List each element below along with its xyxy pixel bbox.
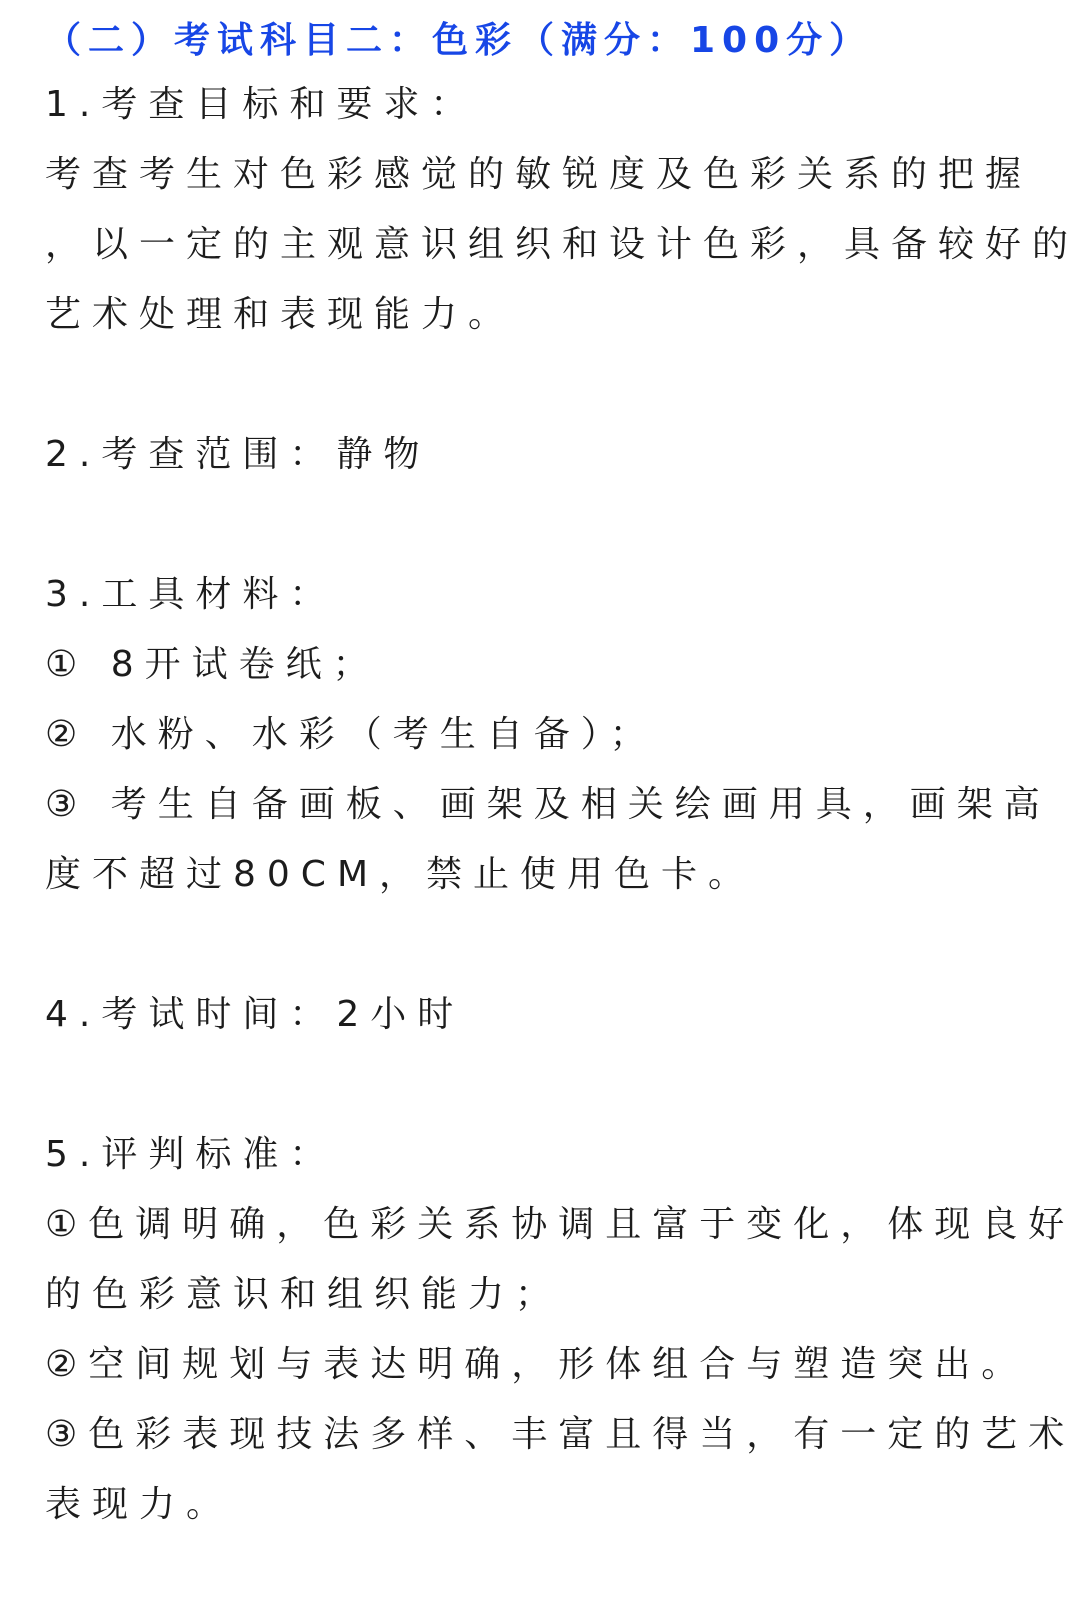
scope-heading: 2.考查范围：静物	[45, 434, 431, 475]
materials-heading: 3.工具材料：	[45, 574, 337, 615]
section-title: （二）考试科目二：色彩（满分：100分）	[45, 20, 873, 61]
spacer	[45, 490, 1045, 560]
criteria-item: ②空间规划与表达明确，形体组合与塑造突出。	[45, 1344, 1029, 1385]
goals-line: 考查考生对色彩感觉的敏锐度及色彩关系的把握	[45, 154, 1033, 195]
spacer	[45, 1050, 1045, 1120]
materials-item: ③ 考生自备画板、画架及相关绘画用具，画架高	[45, 784, 1051, 825]
spacer	[45, 350, 1045, 420]
criteria-item: ①色调明确，色彩关系协调且富于变化，体现良好	[45, 1204, 1076, 1245]
criteria-heading: 5.评判标准：	[45, 1134, 337, 1175]
criteria-item: 表现力。	[45, 1484, 234, 1525]
goals-line: ，以一定的主观意识组织和设计色彩，具备较好的	[45, 224, 1080, 265]
materials-item: ① 8开试卷纸；	[45, 644, 380, 685]
time-heading: 4.考试时间：2小时	[45, 994, 465, 1035]
criteria-item: ③色彩表现技法多样、丰富且得当，有一定的艺术	[45, 1414, 1076, 1455]
goals-heading: 1.考查目标和要求：	[45, 84, 478, 125]
goals-line: 艺术处理和表现能力。	[45, 294, 516, 335]
spacer	[45, 910, 1045, 980]
materials-item: 度不超过80CM，禁止使用色卡。	[45, 854, 756, 895]
materials-item: ② 水粉、水彩（考生自备）；	[45, 714, 657, 755]
document-page	[45, 12, 1080, 1540]
criteria-item: 的色彩意识和组织能力；	[45, 1274, 563, 1315]
